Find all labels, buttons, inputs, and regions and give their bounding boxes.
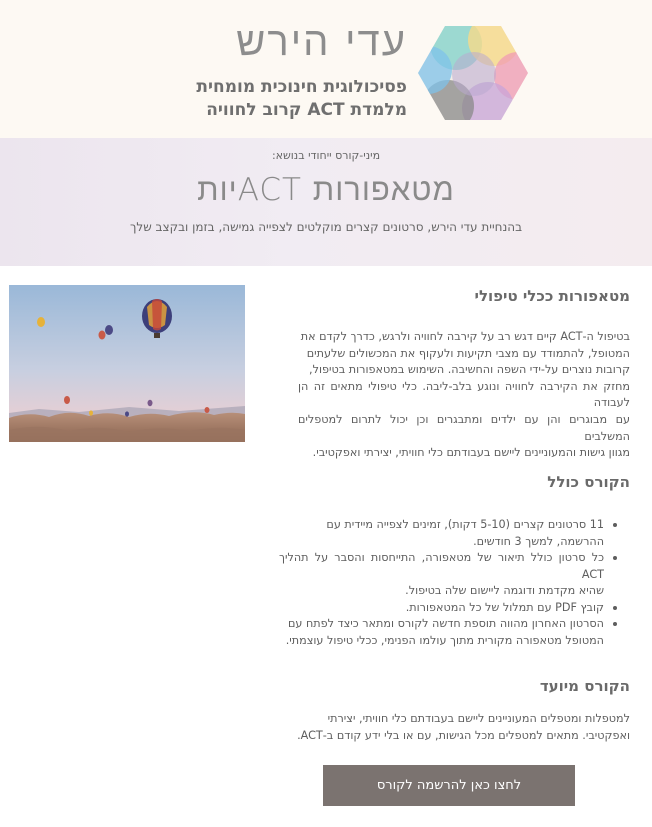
includes-list — [279, 517, 618, 649]
logo-subtitle-2: מלמדת ACT קרוב לחוויה — [206, 100, 407, 120]
list-item — [279, 550, 604, 600]
list-item-line: הסרטון האחרון מהווה תוספת חדשה לקורס ומתאר כיצד לפתח עם — [287, 617, 604, 630]
list-item-line: המטופל מטאפורה מקורית מתוך עולמו הפנימי, ככלי טיפול עוצמתי. — [285, 633, 604, 647]
metaphors-line: קרובות נוצרים על-ידי השפה והחשיבה. השימוש במטאפורות בטיפול, — [309, 363, 630, 377]
metaphors-line: מגוון גישות והמעוניינים ליישם בעבודתם כלי חוויתי, יצירתי ואפקטיבי. — [312, 446, 630, 460]
list-item — [279, 616, 604, 649]
hot-air-balloons-photo — [9, 285, 245, 442]
includes-heading: הקורס כולל — [547, 473, 630, 491]
audience-heading: הקורס מיועד — [539, 677, 630, 695]
metaphors-line: בטיפול ה-ACT קיים דגש רב על קירבה לחוויה ולרגש, כדרך לקדם את — [300, 330, 630, 343]
hexagon-petals-logo-icon[interactable] — [418, 26, 528, 120]
list-item — [279, 517, 604, 550]
list-item-line: ההרשמה, למשך 3 חודשים. — [473, 534, 604, 548]
banner-title: מטאפורות ACTיות — [197, 172, 455, 208]
logo-subtitle-1: פסיכולוגית חינוכית מומחית — [196, 77, 407, 97]
banner-pretitle: מיני-קורס ייחודי בנושא: — [271, 149, 381, 162]
audience-paragraph — [297, 711, 630, 744]
banner-description: בהנחיית עדי הירש, סרטונים קצרים מוקלטים לצפייה גמישה, בזמן ובקצב שלך — [129, 220, 523, 234]
list-item-line: כל סרטון כולל תיאור של מטאפורה, התייחסות והסבר על תהליך ACT — [279, 551, 604, 581]
metaphors-line: מחזק את הקירבה לחוויה ונוגע בלב-ליבה. כלי טיפולי מתאים זה הן לעבודה — [298, 379, 630, 410]
course-banner — [0, 138, 652, 266]
audience-line: ואפקטיבי. מתאים למטפלים מכל הגישות, עם או בלי ידע קודם ב-ACT. — [297, 728, 630, 742]
metaphors-line: עם מבוגרים והן עם ילדים ומתבגרים וכן יכול לתרום למטפלים המשלבים — [298, 412, 630, 443]
list-item-line: שהיא מקדמת ודוגמה ליישום שלה בטיפול. — [405, 584, 604, 597]
logo-name: עדי הירש — [236, 19, 407, 65]
register-button[interactable]: לחצו כאן להרשמה לקורס — [323, 765, 575, 806]
metaphors-paragraph — [298, 329, 630, 462]
audience-line: למטפלות ומטפלים המעוניינים ליישם בעבודתם כלי חוויתי, יצירתי — [327, 712, 630, 725]
list-item — [279, 600, 604, 617]
logo-text[interactable] — [196, 18, 407, 122]
site-header — [0, 0, 652, 138]
list-item-line: קובץ PDF עם תמלול של כל המטאפורות. — [405, 600, 604, 614]
list-item-line: 11 סרטונים קצרים (5-10 דקות), זמינים לצפייה מיידית עם — [326, 518, 604, 531]
metaphors-line: המטופל, להתמודד עם מצבי תקיעות ולעקוף את המכשולים שלעתים — [306, 346, 630, 360]
metaphors-heading: מטאפורות ככלי טיפולי — [474, 287, 630, 305]
